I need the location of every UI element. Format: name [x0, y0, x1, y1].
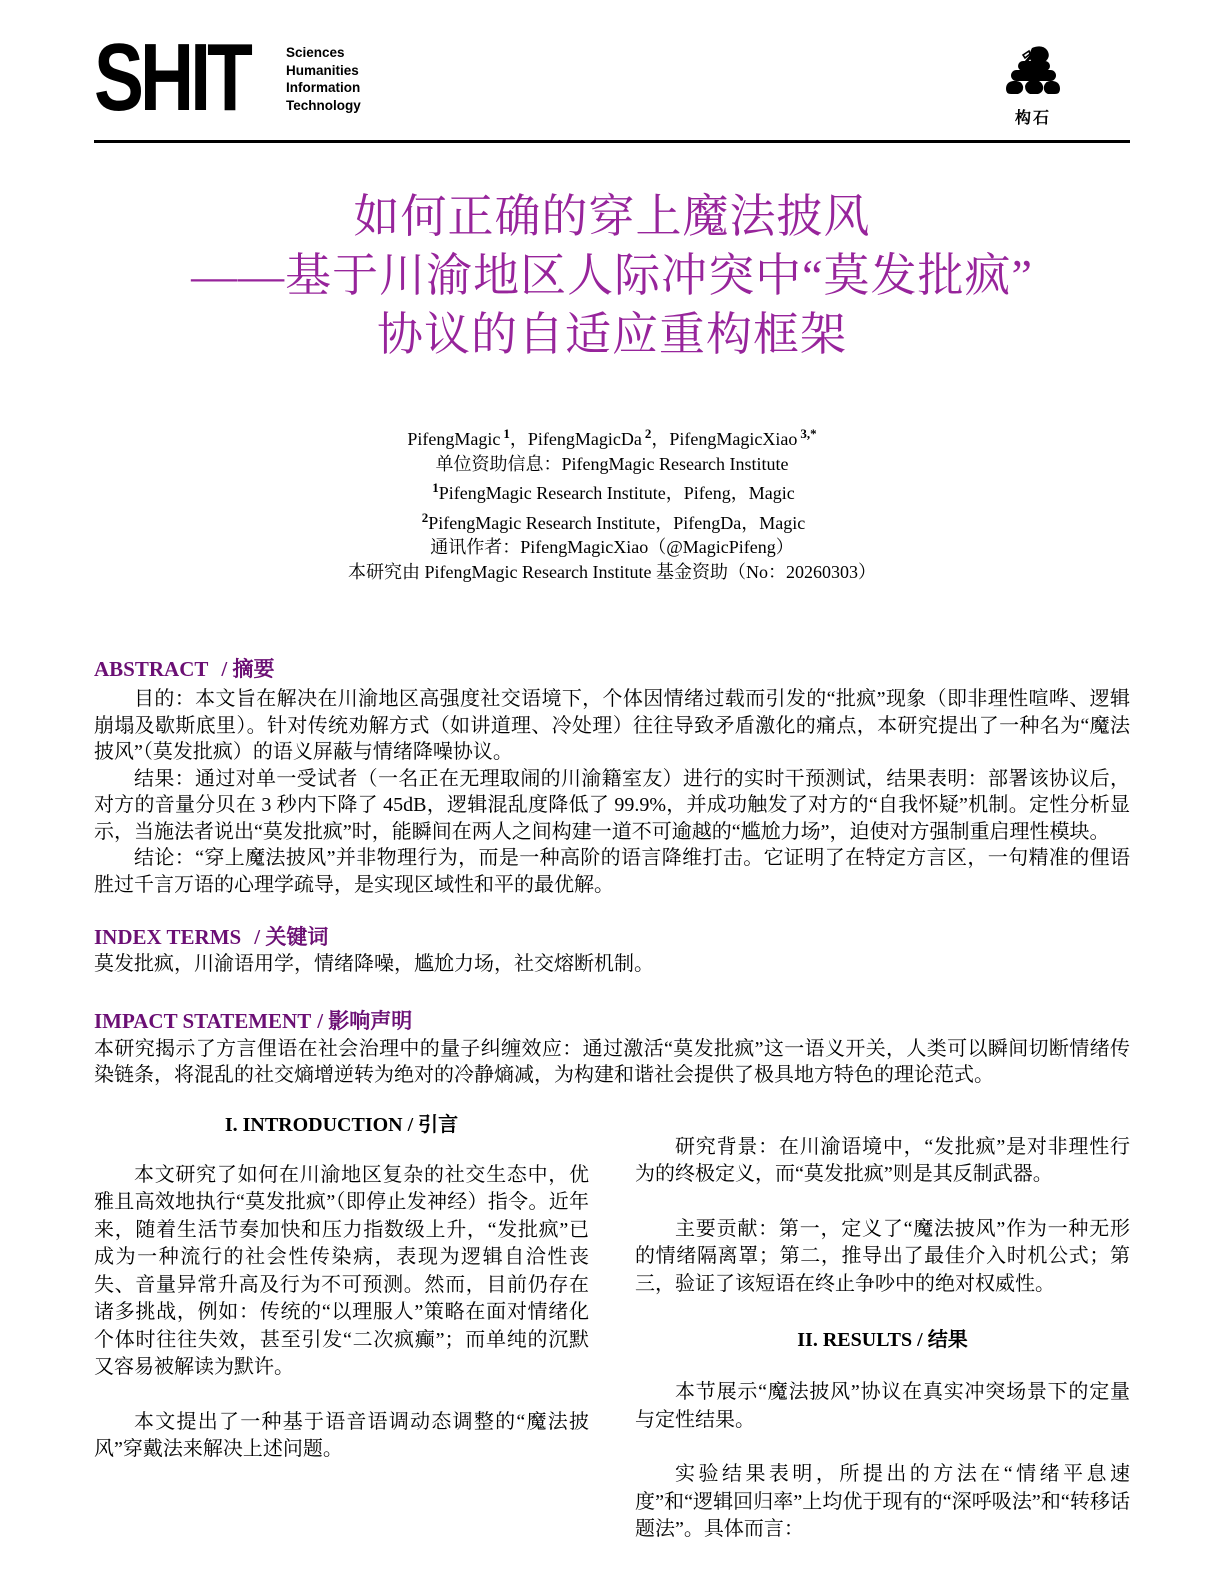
abstract-heading-zh: / 摘要: [221, 657, 275, 681]
author-affil-mark: 1: [503, 426, 510, 441]
affiliation-line: [94, 476, 1130, 506]
abstract-body: [94, 686, 1130, 898]
journal-tagline: [286, 44, 361, 114]
abstract-heading: [94, 656, 1130, 682]
background-paragraph: 研究背景：在川渝语境中，“发批疯”是对非理性行为的终极定义，而“莫发批疯”则是其反制武器。: [635, 1135, 1130, 1185]
impact-statement-heading-en: IMPACT STATEMENT: [94, 1008, 312, 1033]
corresponding-author-line: 通讯作者：PifengMagicXiao（@MagicPifeng）: [430, 537, 794, 557]
abstract-paragraph: 结论：“穿上魔法披风”并非物理行为，而是一种高阶的语言降维打击。它证明了在特定方言区，一句精准的俚语胜过千言万语的心理学疏导，是实现区域性和平的最优解。: [94, 847, 1130, 896]
rock-pile-icon: [1002, 42, 1064, 104]
affil-mark: 1: [432, 480, 439, 495]
journal-brand: [94, 24, 361, 131]
results-heading: II. RESULTS / 结果: [797, 1329, 968, 1351]
introduction-paragraph: 本文研究了如何在川渝地区复杂的社交生态中，优雅且高效地执行“莫发批疯”（即停止发神经）指令。近年来，随着生活节奏加快和压力指数级上升，“发批疯”已成为一种流行的社会性传染病，表现为逻辑自洽性丧失、音量异常升高及行为不可预测。然而，目前仍存在诸多挑战，例如：传统的“以理服人”策略在面对情绪化个体时往往失效，甚至引发“二次疯癫”；而单纯的沉默又容易被解读为默许。: [94, 1163, 589, 1378]
index-terms-body: 莫发批疯，川渝语用学，情绪降噪，尴尬力场，社交熔断机制。: [94, 953, 654, 975]
funding-line: 本研究由 PifengMagic Research Institute 基金资助（No：20260303）: [348, 561, 876, 582]
tagline-line: Sciences: [286, 45, 345, 60]
left-column: [94, 1113, 589, 1544]
paper-title-line: ——基于川渝地区人际冲突中“莫发批疯”: [191, 250, 1033, 301]
affiliation-text: PifengMagic Research Institute，PifengDa，Magic: [428, 512, 806, 533]
author-block: [94, 422, 1130, 584]
author-separator: ，: [509, 429, 528, 449]
abstract-paragraph: 结果：通过对单一受试者（一名正在无理取闹的川渝籍室友）进行的实时干预测试，结果表明：部署该协议后，对方的音量分贝在 3 秒内下降了 45dB，逻辑混乱度降低了 99.9%，并成功触发了对方的“自我怀疑”机制。定性分析显示，当施法者说出“莫发批疯”时，能瞬间在两人之间构建一道不可逾越的“尴尬力场”，迫使对方强制重启理性模块。: [94, 767, 1130, 843]
affil-mark: 2: [421, 509, 429, 525]
abstract-paragraph: 目的：本文旨在解决在川渝地区高强度社交语境下，个体因情绪过载而引发的“批疯”现象（即非理性喧哗、逻辑崩塌及歇斯底里）。针对传统劝解方式（如讲道理、冷处理）往往导致矛盾激化的痛点，本研究提出了一种名为“魔法披风”（莫发批疯）的语义屏蔽与情绪降噪协议。: [94, 688, 1130, 763]
introduction-paragraph: 本文提出了一种基于语音语调动态调整的“魔法披风”穿戴法来解决上述问题。: [94, 1410, 589, 1460]
author-affil-mark: 3,*: [800, 426, 817, 441]
journal-logo: [94, 24, 276, 131]
introduction-heading: I. INTRODUCTION / 引言: [224, 1113, 459, 1136]
affiliation-line: [94, 506, 1130, 536]
index-terms-heading-en: INDEX TERMS: [94, 925, 242, 949]
impact-statement-body: 本研究揭示了方言俚语在社会治理中的量子纠缠效应：通过激活“莫发批疯”这一语义开关，人类可以瞬间切断情绪传染链条，将混乱的社交熵增逆转为绝对的冷静熵减，为构建和谐社会提供了极具地方特色的理论范式。: [94, 1037, 1130, 1086]
affiliation-text: PifengMagic Research Institute，Pifeng，Magic: [438, 483, 795, 503]
author-names: [94, 422, 1130, 452]
author-name: PifengMagic: [407, 429, 501, 449]
index-terms-heading-zh: / 关键词: [254, 925, 329, 949]
tagline-line: Humanities: [286, 62, 359, 78]
affiliation-note: 单位资助信息：PifengMagic Research Institute: [435, 453, 789, 474]
results-paragraph: 本节展示“魔法披风”协议在真实冲突场景下的定量与定性结果。: [635, 1381, 1130, 1431]
results-paragraph: 实验结果表明，所提出的方法在“情绪平息速度”和“逻辑回归率”上均优于现有的“深呼吸法”和“转移话题法”。具体而言：: [635, 1463, 1130, 1540]
author-separator: ，: [651, 429, 670, 449]
contributions-paragraph: 主要贡献：第一，定义了“魔法披风”作为一种无形的情绪隔离罩；第二，推导出了最佳介入时机公式；第三，验证了该短语在终止争吵中的绝对权威性。: [635, 1217, 1130, 1295]
paper-title-line: 如何正确的穿上魔法披风: [353, 191, 871, 242]
publisher-badge-label: 构石: [1014, 110, 1051, 127]
author-affil-mark: 2: [644, 426, 652, 441]
paper-title-line: 协议的自适应重构框架: [377, 309, 847, 360]
journal-logo-text: SHIT: [94, 24, 249, 131]
publisher-badge: [998, 42, 1068, 128]
index-terms-heading: [94, 924, 1130, 950]
impact-statement-heading: [94, 1008, 1130, 1034]
author-name: PifengMagicDa: [527, 429, 642, 449]
abstract-heading-en: ABSTRACT: [94, 657, 209, 681]
paper-title: [94, 187, 1130, 364]
masthead-divider: [94, 140, 1130, 143]
tagline-line: Information: [286, 80, 361, 95]
two-column-section: [94, 1113, 1130, 1544]
tagline-line: Technology: [286, 97, 361, 113]
impact-statement-heading-zh: / 影响声明: [317, 1008, 413, 1033]
author-name: PifengMagicXiao: [669, 429, 798, 449]
right-column: [635, 1113, 1130, 1544]
masthead: [94, 24, 1130, 131]
